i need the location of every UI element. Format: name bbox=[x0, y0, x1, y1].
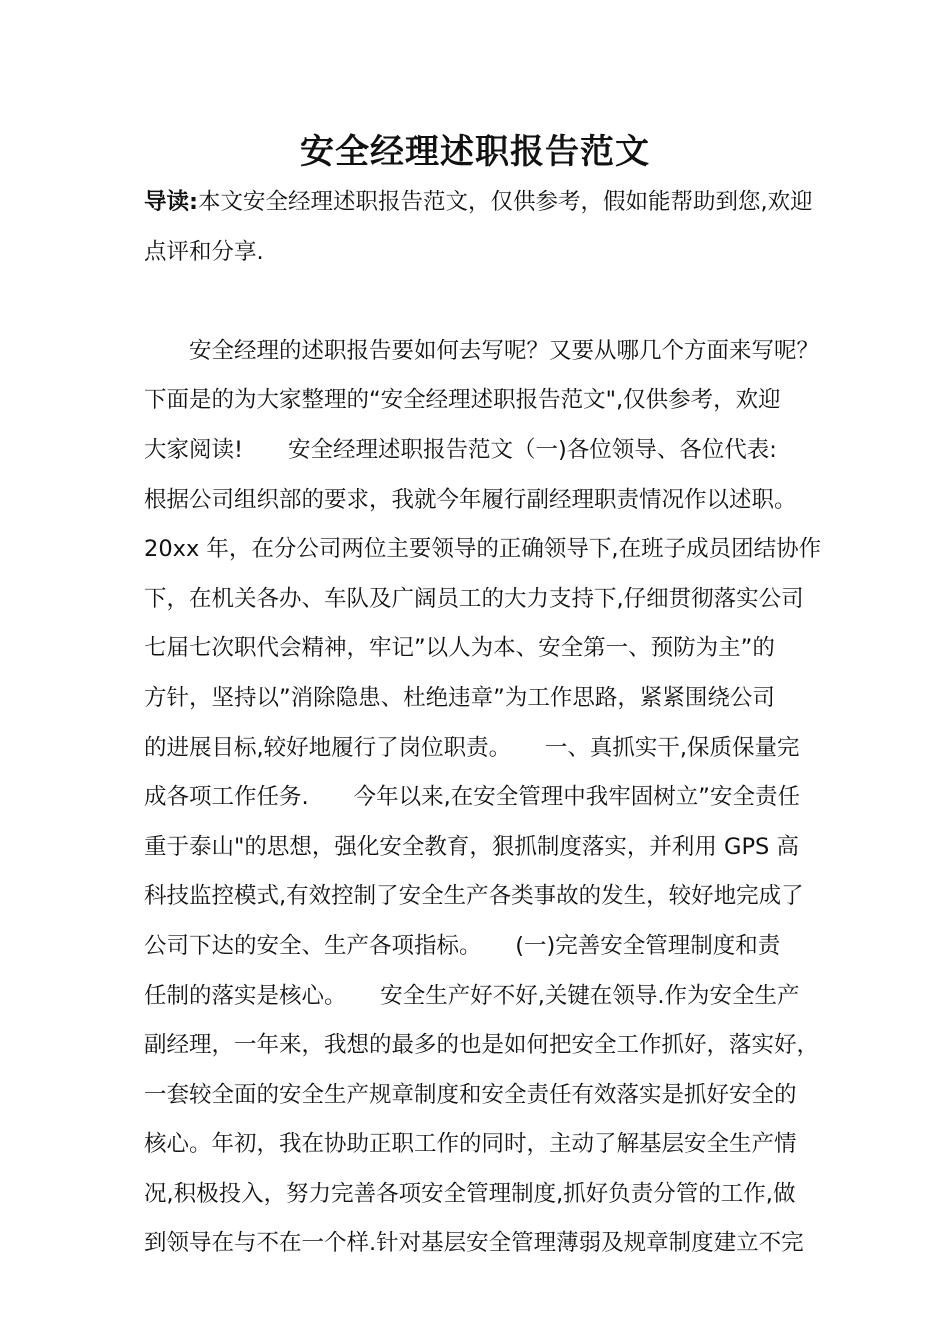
body-line: 大家阅读! 安全经理述职报告范文（一)各位领导、各位代表: bbox=[144, 436, 777, 463]
body-line: 点评和分享. bbox=[144, 238, 264, 265]
lead-text: 本文安全经理述职报告范文，仅供参考，假如能帮助到您,欢迎 bbox=[198, 189, 813, 215]
body-line: 下面是的为大家整理的“安全经理述职报告范文",仅供参考，欢迎 bbox=[144, 387, 781, 414]
body-line: 一套较全面的安全生产规章制度和安全责任有效落实是抓好安全的 bbox=[144, 1081, 797, 1108]
lead-line bbox=[144, 178, 824, 228]
body-line: 根据公司组织部的要求，我就今年履行副经理职责情况作以述职。 bbox=[144, 486, 797, 513]
body-line: 况,积极投入，努力完善各项安全管理制度,抓好负责分管的工作,做 bbox=[144, 1180, 796, 1207]
body-line: 方针，坚持以”消除隐患、杜绝违章”为工作思路，紧紧围绕公司 bbox=[144, 684, 775, 711]
body-line: 下，在机关各办、车队及广阔员工的大力支持下,仔细贯彻落实公司 bbox=[144, 585, 804, 612]
lead-label: 导读: bbox=[144, 189, 198, 215]
body-line: 科技监控模式,有效控制了安全生产各类事故的发生，较好地完成了 bbox=[144, 883, 804, 910]
body-line: 20xx 年，在分公司两位主要领导的正确领导下,在班子成员团结协作 bbox=[144, 536, 822, 563]
body-line: 到领导在与不在一个样.针对基层安全管理薄弱及规章制度建立不完 bbox=[144, 1230, 804, 1257]
body-line: 任制的落实是核心。 安全生产好不好,关键在领导.作为安全生产 bbox=[144, 982, 800, 1009]
document-title: 安全经理述职报告范文 bbox=[300, 132, 650, 172]
body-line: 的进展目标,较好地履行了岗位职责。 一、真抓实干,保质保量完 bbox=[144, 734, 800, 761]
body-line: 副经理，一年来，我想的最多的也是如何把安全工作抓好，落实好， bbox=[144, 1032, 820, 1059]
body-line: 核心。年初，我在协助正职工作的同时，主动了解基层安全生产情 bbox=[144, 1131, 797, 1158]
document-body bbox=[144, 178, 824, 1269]
body-line bbox=[144, 277, 824, 327]
body-line: 重于泰山"的思想，强化安全教育，狠抓制度落实，并利用 GPS 高 bbox=[144, 833, 799, 860]
body-line: 成各项工作任务. 今年以来,在安全管理中我牢固树立”安全责任 bbox=[144, 784, 800, 811]
body-line: 安全经理的述职报告要如何去写呢？又要从哪几个方面来写呢？ bbox=[144, 337, 820, 364]
body-line: 七届七次职代会精神，牢记”以人为本、安全第一、预防为主”的 bbox=[144, 635, 775, 662]
body-line: 公司下达的安全、生产各项指标。 (一)完善安全管理制度和责 bbox=[144, 932, 781, 959]
